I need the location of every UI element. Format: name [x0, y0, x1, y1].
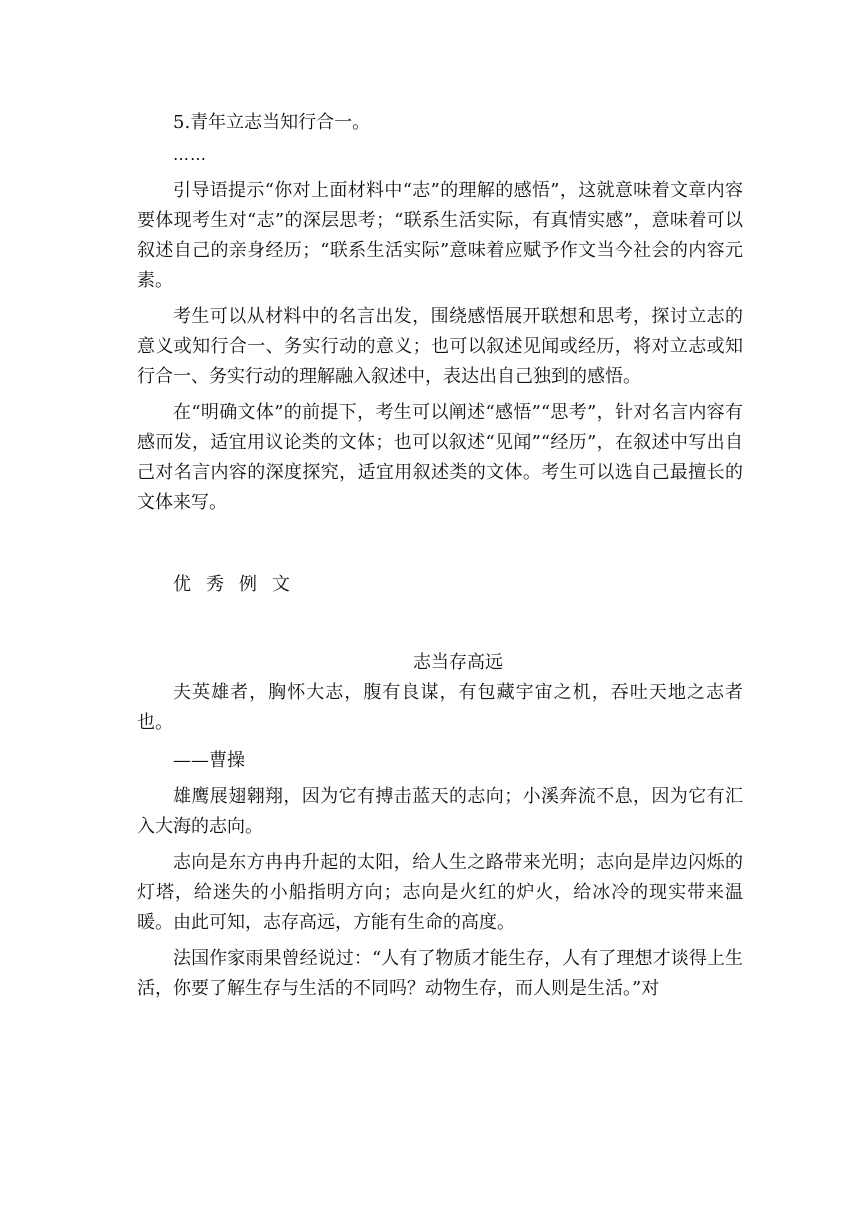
essay-paragraph-1: 雄鹰展翅翱翔，因为它有搏击蓝天的志向；小溪奔流不息，因为它有汇入大海的志向。 [137, 786, 743, 837]
essay-paragraph-3: 法国作家雨果曾经说过：“人有了物质才能生存，人有了理想才谈得上生活，你要了解生存与生活的不同吗？动物生存，而人则是生活。”对 [137, 948, 743, 999]
document-body [137, 108, 743, 1004]
essay-quote: 夫英雄者，胸怀大志，腹有良谋，有包藏宇宙之机，吞吐天地之志者也。 [137, 682, 743, 733]
analysis-paragraph-2: 考生可以从材料中的名言出发，围绕感悟展开联想和思考，探讨立志的意义或知行合一、务实行动的意义；也可以叙述见闻或经历，将对立志或知行合一、务实行动的理解融入叙述中，表达出自己独到的感悟。 [137, 306, 743, 387]
analysis-paragraph-3: 在“明确文体”的前提下，考生可以阐述“感悟”“思考”，针对名言内容有感而发，适宜用议论类的文体；也可以叙述“见闻”“经历”，在叙述中写出自己对名言内容的深度探究，适宜用叙述类的文体。考生可以选自己最擅长的文体来写。 [137, 402, 743, 513]
essay-paragraph-2: 志向是东方冉冉升起的太阳，给人生之路带来光明；志向是岸边闪烁的灯塔，给迷失的小船指明方向；志向是火红的炉火，给冰冷的现实带来温暖。由此可知，志存高远，方能有生命的高度。 [137, 852, 743, 933]
essay-title: 志当存高远 [413, 652, 503, 673]
quote-attribution: ——曹操 [173, 750, 245, 771]
analysis-paragraph-1: 引导语提示“你对上面材料中“志”的理解的感悟”，这就意味着文章内容要体现考生对“志”的深层思考；“联系生活实际，有真情实感”，意味着可以叙述自己的亲身经历；“联系生活实际”意味着应赋予作文当今社会的内容元素。 [137, 180, 743, 291]
ellipsis: …… [173, 145, 207, 164]
list-item-5: 5.青年立志当知行合一。 [173, 112, 371, 133]
section-heading: 优秀例文 [173, 574, 305, 595]
